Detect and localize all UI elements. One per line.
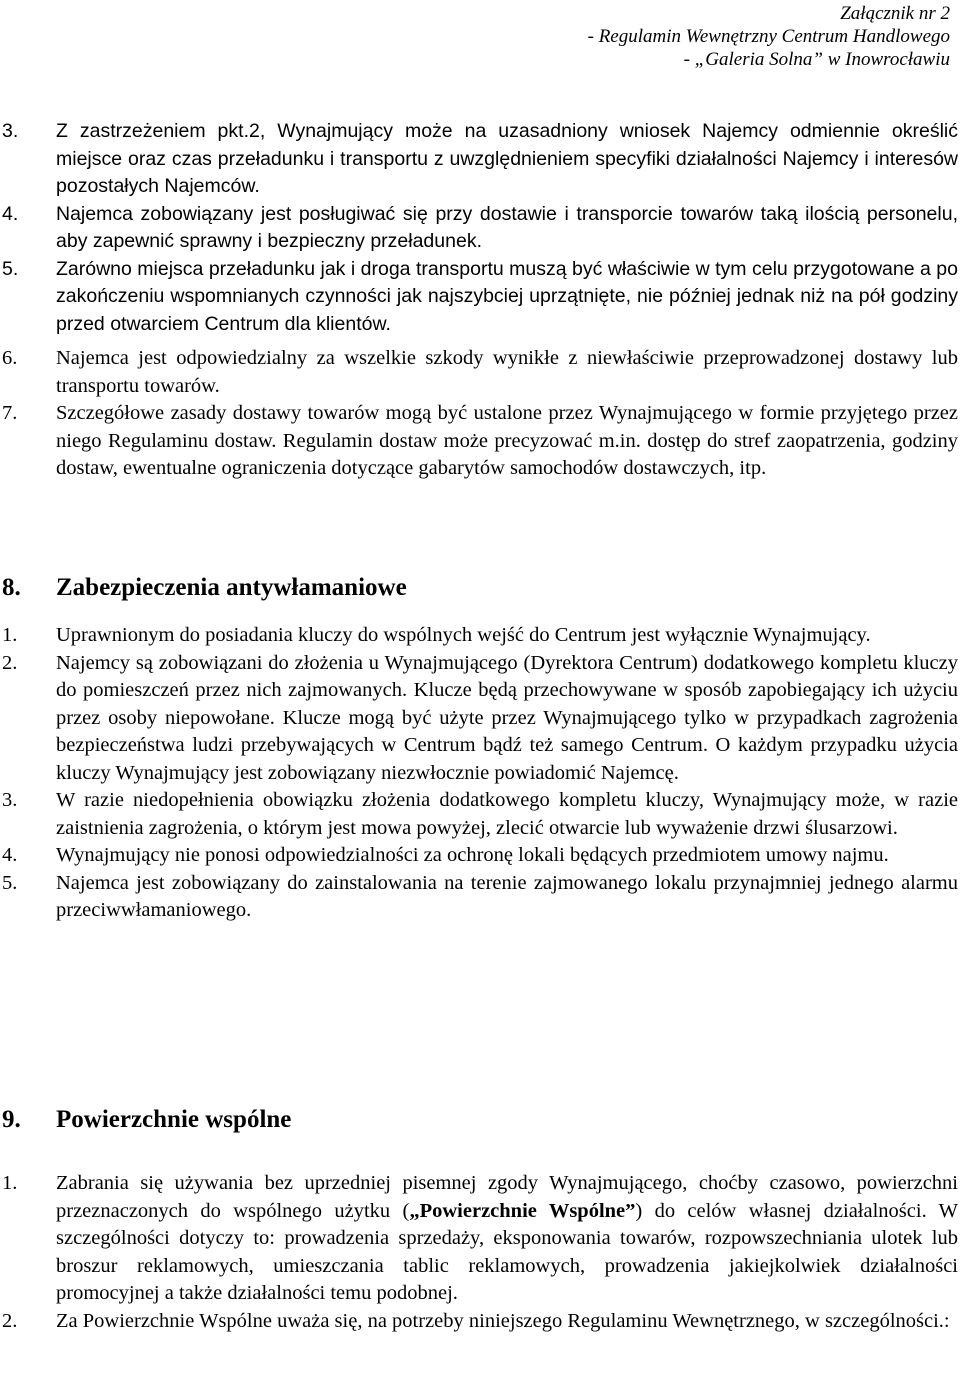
section-7-list [0,118,960,338]
item-text: Zarówno miejsca przeładunku jak i droga transportu muszą być właściwie w tym celu przygotowane a po zakończeniu wspomnianych czynności jak najszybciej uprzątnięte, nie później jednak niż na pół godziny przed otwarciem Centrum dla klientów. [56,257,958,335]
section-8-heading [2,573,407,603]
item-text: Najemca jest zobowiązany do zainstalowania na terenie zajmowanego lokalu przynajmniej jednego alarmu przeciwwłamaniowego. [56,871,958,921]
item-number: 3. [2,120,19,142]
list-item [0,787,960,842]
list-item [0,345,960,400]
list-item [0,1308,960,1336]
item-number: 6. [2,347,18,369]
item-text: Najemcy są zobowiązani do złożenia u Wynajmującego (Dyrektora Centrum) dodatkowego kompletu kluczy do pomieszczeń przez nich zajmowanych. Klucze będą przechowywane w sposób zapobiegający ich użyciu przez osoby niepowołane. Klucze mogą być użyte przez Wynajmującego tylko w przypadkach zagrożenia bezpieczeństwa ludzi przebywających w Centrum bądź też samego Centrum. O każdym przypadku użycia kluczy Wynajmujący jest zobowiązany niezwłocznie powiadomić Najemcę. [56,651,958,784]
list-item [0,650,960,788]
mall-name: - „Galeria Solna” w Inowrocławiu [683,49,950,70]
item-number: 2. [2,1309,18,1332]
section-number: 9. [2,1106,21,1133]
list-item [0,118,960,201]
item-number: 1. [2,1172,18,1194]
list-item [0,201,960,256]
item-number: 7. [2,402,18,424]
attachment-number: Załącznik nr 2 [840,3,950,24]
list-item [0,622,960,650]
item-text: Z zastrzeżeniem pkt.2, Wynajmujący może na uzasadniony wniosek Najemcy odmiennie określić miejsce oraz czas przeładunku i transportu z uwzględnieniem specyfiki działalności Najemcy i interesów pozostałych Najemców. [56,120,958,197]
item-number: 5. [2,871,18,894]
list-item [0,842,960,870]
document-header [588,2,950,71]
item-number: 1. [2,624,18,646]
item-text: Wynajmujący nie ponosi odpowiedzialności za ochronę lokali będących przedmiotem umowy najmu. [56,844,889,866]
item-number: 4. [2,844,18,866]
section-title: Powierzchnie wspólne [56,1106,292,1133]
item-number: 4. [2,202,19,225]
item-number: 2. [2,651,18,674]
list-item [0,256,960,339]
item-number: 5. [2,257,19,280]
item-text-after: ) do celów własnej działalności. W szczególności dotyczy to: prowadzenia sprzedaży, eksponowania towarów, rozpowszechniania ulotek lub broszur reklamowych, umieszczania tablic reklamowych, prowadzenia jakiejkolwiek działalności promocyjnej a także działalności temu podobnej. [56,1199,959,1304]
section-number: 8. [2,574,21,601]
list-item [0,400,960,483]
item-text-before: Zabrania się używania bez uprzedniej pisemnej zgody Wynajmującego, choćby czasowo, powierzchni przeznaczonych do wspólnego użytku ( [56,1172,958,1222]
item-text: Uprawnionym do posiadania kluczy do wspólnych wejść do Centrum jest wyłącznie Wynajmujący. [56,624,871,646]
section-title: Zabezpieczenia antywłamaniowe [56,574,407,601]
item-text: Za Powierzchnie Wspólne uważa się, na potrzeby niniejszego Regulaminu Wewnętrznego, w szczególności.: [56,1309,950,1332]
regulation-title: - Regulamin Wewnętrzny Centrum Handlowego [587,26,950,47]
item-number: 3. [2,789,18,811]
list-item [0,870,960,925]
item-text: Najemca zobowiązany jest posługiwać się przy dostawie i transporcie towarów taką ilością personelu, aby zapewnić sprawny i bezpieczny przeładunek. [56,202,958,252]
list-item [0,1170,960,1308]
item-text: Najemca jest odpowiedzialny za wszelkie szkody wynikłe z niewłaściwie przeprowadzonej dostawy lub transportu towarów. [56,347,958,397]
item-text: W razie niedopełnienia obowiązku złożenia dodatkowego kompletu kluczy, Wynajmujący może, w razie zaistnienia zagrożenia, o którym jest mowa powyżej, zlecić otwarcie lub wyważenie drzwi ślusarzowi. [56,789,958,839]
defined-term: „Powierzchnie Wspólne” [409,1199,636,1222]
section-9-heading [2,1105,291,1135]
section-8-list [0,622,960,925]
item-text: Szczegółowe zasady dostawy towarów mogą być ustalone przez Wynajmującego w formie przyjętego przez niego Regulaminu dostaw. Regulamin dostaw może precyzować m.in. dostęp do stref zaopatrzenia, godziny dostaw, ewentualne ograniczenia dotyczące gabarytów samochodów dostawczych, itp. [56,402,958,479]
section-9-list [0,1170,960,1335]
section-7-list-cont [0,345,960,483]
